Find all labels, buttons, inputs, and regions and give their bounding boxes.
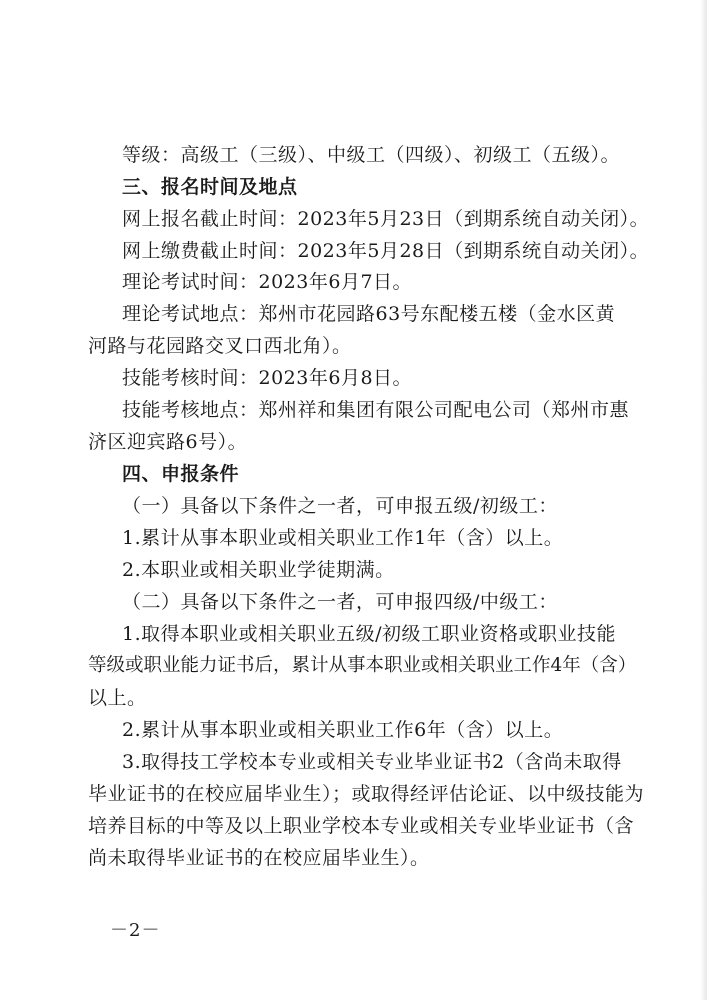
condition-1-item-2: 2.本职业或相关职业学徒期满。 [122,559,395,581]
condition-1-heading: （一）具备以下条件之一者，可申报五级/初级工： [122,495,558,517]
online-payment-deadline: 网上缴费截止时间：2023年5月28日（到期系统自动关闭）。 [122,240,650,262]
online-registration-deadline: 网上报名截止时间：2023年5月23日（到期系统自动关闭）。 [122,208,650,230]
condition-2-heading: （二）具备以下条件之一者，可申报四级/中级工： [122,591,558,613]
condition-2-item-2: 2.累计从事本职业或相关职业工作6年（含）以上。 [122,719,564,741]
condition-2-item-3-line-4: 尚未取得毕业证书的在校应届毕业生）。 [88,847,430,869]
page-number: －2－ [110,920,161,941]
theory-exam-place-line-2: 河路与花园路交叉口西北角）。 [88,335,352,357]
theory-exam-time: 理论考试时间：2023年6月7日。 [122,271,413,293]
skill-exam-place-line-2: 济区迎宾路6号）。 [88,431,248,453]
section-3-heading: 三、报名时间及地点 [122,176,298,198]
condition-2-item-3-line-2: 毕业证书的在校应届毕业生）；或取得经评估论证、以中级技能为 [88,783,645,805]
skill-exam-time: 技能考核时间：2023年6月8日。 [122,367,413,389]
grade-levels-line: 等级：高级工（三级）、中级工（四级）、初级工（五级）。 [122,144,621,166]
condition-2-item-1-line-3: 以上。 [88,687,147,709]
section-4-heading: 四、申报条件 [122,463,240,485]
condition-2-item-3-line-3: 培养目标的中等及以上职业学校本专业或相关专业毕业证书（含 [88,815,635,837]
theory-exam-place-line-1: 理论考试地点：郑州市花园路63号东配楼五楼（金水区黄 [122,303,616,325]
condition-2-item-3-line-1: 3.取得技工学校本专业或相关专业毕业证书2（含尚未取得 [122,751,622,773]
condition-2-item-1-line-1: 1.取得本职业或相关职业五级/初级工职业资格或职业技能 [122,623,617,645]
condition-1-item-1: 1.累计从事本职业或相关职业工作1年（含）以上。 [122,527,564,549]
page-edge-shadow [700,0,707,1000]
condition-2-item-1-line-2: 等级或职业能力证书后，累计从事本职业或相关职业工作4年（含） [88,655,637,676]
skill-exam-place-line-1: 技能考核地点：郑州祥和集团有限公司配电公司（郑州市惠 [122,399,630,421]
